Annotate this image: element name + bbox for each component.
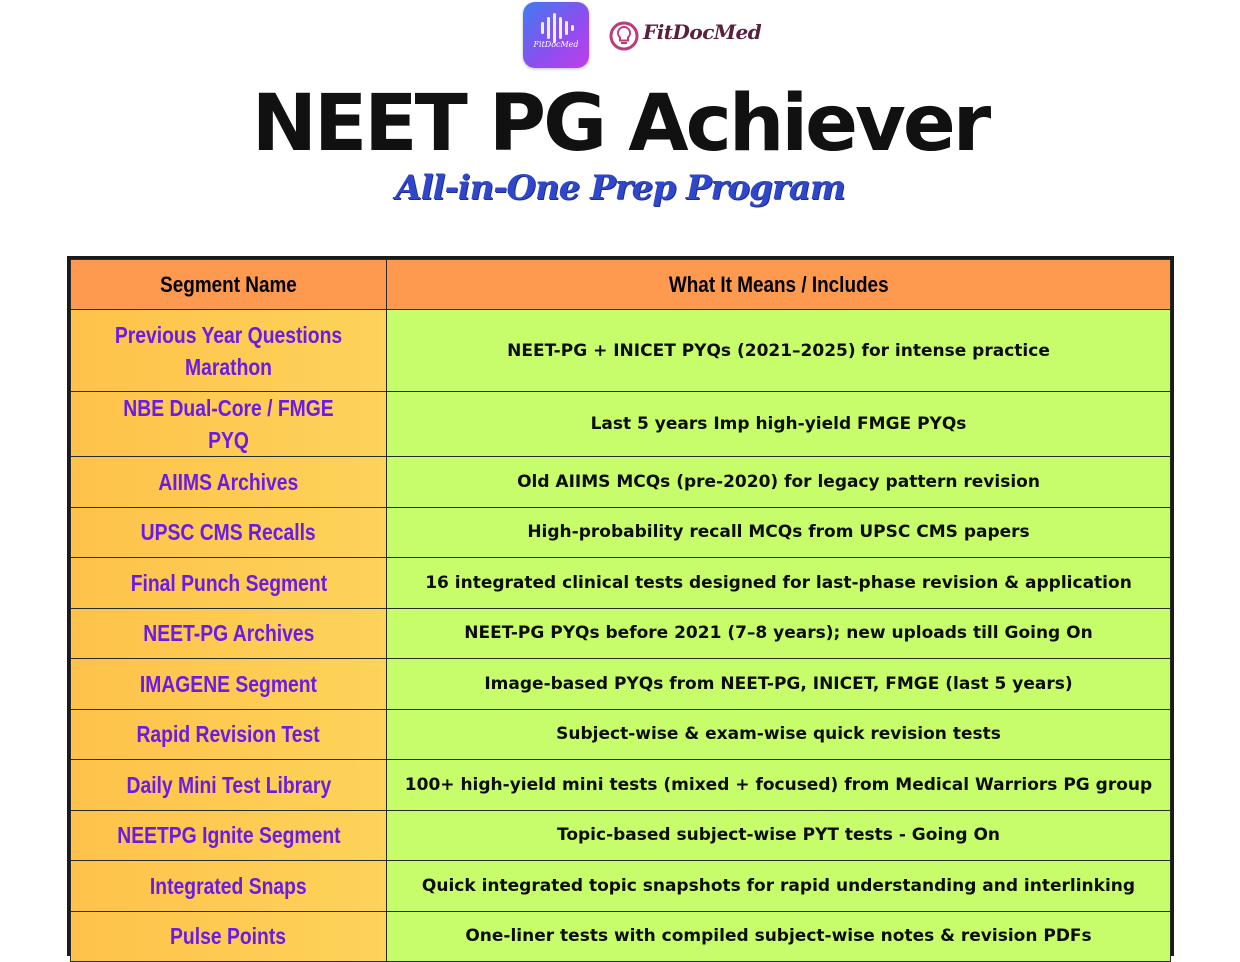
segment-name-cell: NEETPG Ignite Segment (71, 810, 387, 861)
table-row (71, 659, 1171, 710)
segment-name-cell: NEET-PG Archives (71, 608, 387, 659)
segment-name-cell: NBE Dual-Core / FMGE PYQ (71, 392, 387, 457)
table-row (71, 457, 1171, 508)
segment-name-cell: AIIMS Archives (71, 457, 387, 508)
app-logo (523, 2, 589, 68)
segments-table (70, 259, 1171, 962)
segment-name-cell: Rapid Revision Test (71, 709, 387, 760)
segment-description-cell: Last 5 years Imp high-yield FMGE PYQs (387, 392, 1171, 457)
table-row (71, 507, 1171, 558)
segment-description-cell: NEET-PG + INICET PYQs (2021–2025) for intense practice (387, 310, 1171, 392)
segment-name-cell: Previous Year Questions Marathon (71, 310, 387, 392)
table-row (71, 608, 1171, 659)
column-header-description: What It Means / Includes (387, 260, 1171, 310)
segment-name-cell: Daily Mini Test Library (71, 760, 387, 811)
table-row (71, 760, 1171, 811)
app-logo-text: FitDocMed (533, 40, 579, 49)
waveform-icon (523, 2, 589, 68)
segment-description-cell: Topic-based subject-wise PYT tests - Going On (387, 810, 1171, 861)
segment-description-cell: Quick integrated topic snapshots for rapid understanding and interlinking (387, 861, 1171, 912)
segment-name-cell: Pulse Points (71, 911, 387, 962)
segment-description-cell: Subject-wise & exam-wise quick revision tests (387, 709, 1171, 760)
segment-description-cell: 100+ high-yield mini tests (mixed + focused) from Medical Warriors PG group (387, 760, 1171, 811)
segment-description-cell: Image-based PYQs from NEET-PG, INICET, FMGE (last 5 years) (387, 659, 1171, 710)
segment-description-cell: NEET-PG PYQs before 2021 (7–8 years); new uploads till Going On (387, 608, 1171, 659)
table-row (71, 911, 1171, 962)
column-header-segment: Segment Name (71, 260, 387, 310)
table-header-row (71, 260, 1171, 310)
brand-logo (609, 18, 762, 54)
segment-name-cell: Final Punch Segment (71, 558, 387, 609)
lightbulb-icon (609, 18, 641, 54)
segment-description-cell: Old AIIMS MCQs (pre-2020) for legacy pattern revision (387, 457, 1171, 508)
segment-name-cell: UPSC CMS Recalls (71, 507, 387, 558)
table-row (71, 810, 1171, 861)
segment-name-cell: IMAGENE Segment (71, 659, 387, 710)
table-row (71, 558, 1171, 609)
table-row (71, 392, 1171, 457)
segment-name-cell: Integrated Snaps (71, 861, 387, 912)
table-row (71, 709, 1171, 760)
brand-logo-text: FitDocMed (643, 20, 762, 44)
segment-description-cell: 16 integrated clinical tests designed for last-phase revision & application (387, 558, 1171, 609)
segments-table-container (67, 256, 1174, 956)
segment-description-cell: High-probability recall MCQs from UPSC CMS papers (387, 507, 1171, 558)
table-row (71, 861, 1171, 912)
segment-description-cell: One-liner tests with compiled subject-wise notes & revision PDFs (387, 911, 1171, 962)
page-title: NEET PG Achiever (251, 79, 989, 169)
table-row (71, 310, 1171, 392)
page-subtitle: All-in-One Prep Program (395, 168, 845, 208)
